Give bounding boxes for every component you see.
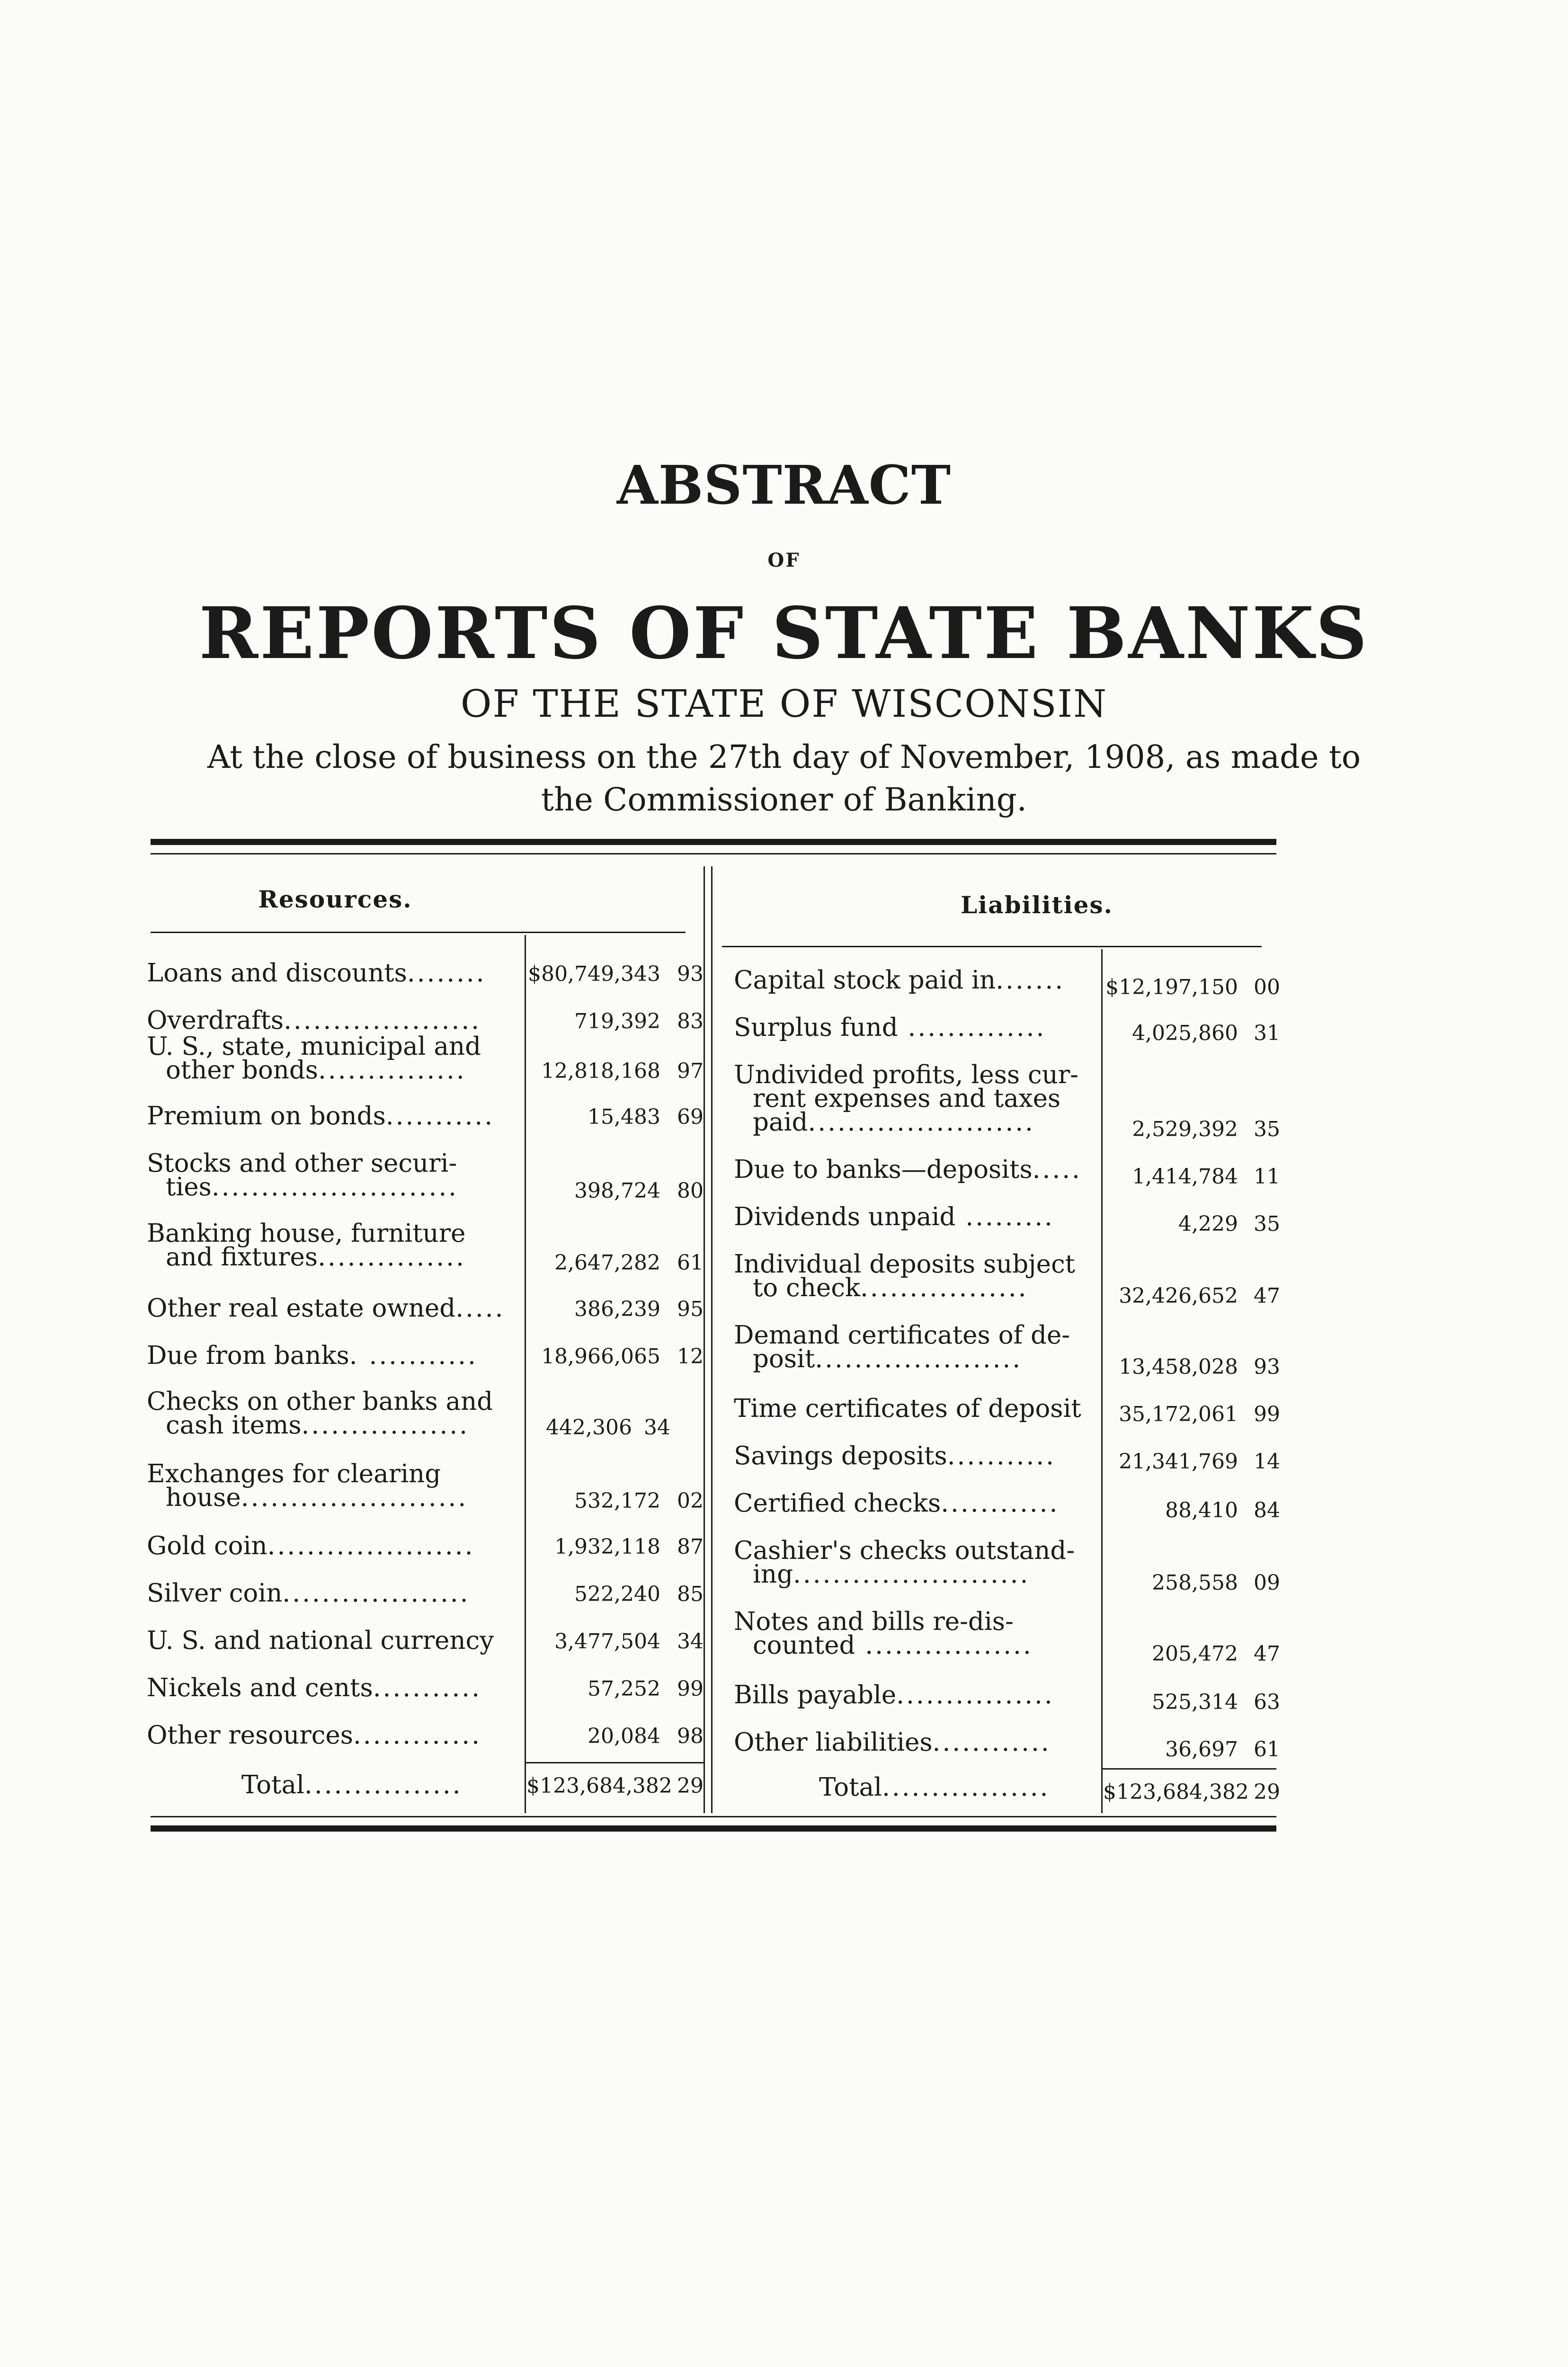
resource-amount: $80,749,343 [528, 962, 660, 986]
bottom-rule-thin [151, 1816, 1276, 1817]
liability-amount: 205,472 [1152, 1642, 1238, 1666]
report-date-line-2: the Commissioner of Banking. [541, 781, 1027, 818]
liabilities-total-amount: $123,684,382 [1103, 1780, 1249, 1804]
page-title: REPORTS OF STATE BANKS [199, 592, 1369, 675]
resource-amount: 386,239 [574, 1297, 660, 1321]
liability-label-continued: paid....................... [753, 1108, 1035, 1137]
resources-total-rule [525, 1762, 704, 1763]
bottom-rule-thick [151, 1825, 1276, 1832]
resource-label: Stocks and other securi- [147, 1149, 457, 1178]
resources-total-cents: 29 [677, 1774, 704, 1798]
liability-cents: 47 [1254, 1642, 1280, 1666]
resource-amount: 442,306 [546, 1415, 632, 1440]
resource-amount: 719,392 [574, 1009, 660, 1033]
resources-total-amount: $123,684,382 [526, 1774, 672, 1798]
resource-amount: 3,477,504 [554, 1629, 660, 1654]
liability-cents: 14 [1254, 1450, 1280, 1474]
column-divider-rule [711, 866, 713, 1813]
liability-label: Notes and bills re-dis- [734, 1607, 1014, 1636]
resource-cents: 95 [677, 1297, 704, 1321]
liabilities-amount-column-rule [1101, 949, 1103, 1813]
liability-label: Cashier's checks outstand- [734, 1536, 1075, 1565]
liability-cents: 63 [1254, 1690, 1280, 1714]
resource-cents: 83 [677, 1009, 704, 1033]
resource-cents: 12 [677, 1344, 704, 1369]
liability-label: Certified checks............ [734, 1489, 1060, 1518]
liability-cents: 93 [1254, 1355, 1280, 1379]
liability-cents: 11 [1254, 1165, 1280, 1189]
report-date-line-1: At the close of business on the 27th day of November, 1908, as made to [207, 739, 1361, 775]
liability-label: Capital stock paid in....... [734, 966, 1065, 995]
resource-cents: 02 [677, 1489, 704, 1513]
resource-amount: 532,172 [574, 1489, 660, 1513]
liability-cents: 35 [1254, 1212, 1280, 1236]
liability-amount: 36,697 [1165, 1737, 1238, 1762]
resource-cents: 61 [677, 1251, 704, 1275]
liability-amount: 525,314 [1152, 1690, 1238, 1714]
liability-cents: 61 [1254, 1737, 1280, 1762]
resource-cents: 34 [677, 1629, 704, 1654]
resource-cents: 69 [677, 1105, 704, 1129]
resource-amount: 20,084 [588, 1724, 660, 1748]
resource-cents: 99 [677, 1677, 704, 1701]
resource-label: Other real estate owned..... [147, 1294, 505, 1323]
resource-label: Loans and discounts........ [147, 959, 486, 988]
resource-cents: 34 [644, 1415, 670, 1440]
liability-cents: 31 [1254, 1021, 1280, 1045]
resources-title: Resources. [258, 885, 412, 913]
resource-label: Premium on bonds........... [147, 1102, 495, 1130]
resource-cents: 80 [677, 1179, 704, 1203]
liability-amount: 21,341,769 [1119, 1450, 1238, 1474]
resource-label-continued: and fixtures............... [166, 1243, 466, 1272]
liability-amount: 13,458,028 [1119, 1355, 1238, 1379]
resources-amount-column-rule-left [525, 935, 526, 1813]
resource-cents: 97 [677, 1059, 704, 1083]
liability-label-continued: to check................. [753, 1273, 1028, 1302]
resource-amount: 2,647,282 [554, 1251, 660, 1275]
resource-cents: 87 [677, 1535, 704, 1559]
resource-label: Other resources............. [147, 1721, 481, 1750]
liability-label: Undivided profits, less cur- [734, 1060, 1078, 1089]
liability-amount: 258,558 [1152, 1571, 1238, 1595]
liability-amount: 35,172,061 [1119, 1402, 1238, 1426]
resource-cents: 98 [677, 1724, 704, 1748]
liability-amount: 4,025,860 [1132, 1021, 1238, 1045]
page-title-of: OF [767, 549, 801, 571]
liabilities-total-cents: 29 [1254, 1780, 1280, 1804]
resource-amount: 57,252 [588, 1677, 660, 1701]
liability-cents: 09 [1254, 1571, 1280, 1595]
resources-total-label: Total................ [241, 1771, 463, 1799]
resource-label: Due from banks. ........... [147, 1341, 478, 1370]
liability-label-continued: counted ................. [753, 1631, 1033, 1660]
liability-cents: 99 [1254, 1402, 1280, 1426]
resource-label: Exchanges for clearing [147, 1459, 441, 1488]
top-rule-thick [151, 839, 1276, 845]
resource-label: Gold coin..................... [147, 1531, 475, 1560]
resource-label: Banking house, furniture [147, 1219, 466, 1248]
resource-label-continued: ties......................... [166, 1173, 459, 1201]
liability-amount: 88,410 [1165, 1498, 1238, 1522]
resource-cents: 85 [677, 1582, 704, 1606]
liability-amount: 2,529,392 [1132, 1117, 1238, 1141]
liability-cents: 35 [1254, 1117, 1280, 1141]
resource-amount: 1,932,118 [554, 1535, 660, 1559]
liabilities-total-rule [1101, 1768, 1276, 1770]
liability-label: Dividends unpaid ......... [734, 1202, 1054, 1231]
page-subtitle: OF THE STATE OF WISCONSIN [460, 682, 1108, 726]
liability-amount: 1,414,784 [1132, 1165, 1238, 1189]
resource-label: Overdrafts.................... [147, 1006, 481, 1035]
resources-amount-column-rule-right [704, 866, 705, 1813]
resource-label-continued: cash items................. [166, 1411, 469, 1440]
liability-label: Individual deposits subject [734, 1250, 1075, 1279]
liability-label: Due to banks—deposits..... [734, 1155, 1082, 1184]
resource-label: U. S. and national currency [147, 1626, 494, 1655]
liability-label: Savings deposits........... [734, 1442, 1056, 1470]
liability-cents: 47 [1254, 1284, 1280, 1308]
liability-label: Bills payable................ [734, 1681, 1054, 1709]
resource-amount: 15,483 [588, 1105, 660, 1129]
liability-label: Other liabilities............ [734, 1728, 1051, 1757]
liability-label: Time certificates of deposit [734, 1394, 1081, 1423]
resource-cents: 93 [677, 962, 704, 986]
liabilities-title: Liabilities. [961, 891, 1113, 919]
resource-amount: 12,818,168 [541, 1059, 660, 1083]
top-rule-thin [151, 853, 1276, 854]
liabilities-total-label: Total................. [819, 1773, 1050, 1802]
liability-label-continued: rent expenses and taxes [753, 1084, 1061, 1113]
liability-amount: 32,426,652 [1119, 1284, 1238, 1308]
liability-amount: 4,229 [1178, 1212, 1238, 1236]
liability-label-continued: ing........................ [753, 1560, 1030, 1589]
resource-amount: 522,240 [574, 1582, 660, 1606]
resource-label: Nickels and cents........... [147, 1673, 482, 1702]
liability-label: Demand certificates of de- [734, 1321, 1070, 1350]
liability-label-continued: posit..................... [753, 1344, 1023, 1373]
page-title-abstract: ABSTRACT [616, 454, 952, 516]
resource-label: Checks on other banks and [147, 1387, 493, 1416]
liability-cents: 84 [1254, 1498, 1280, 1522]
liabilities-title-rule [722, 946, 1262, 947]
resource-label: U. S., state, municipal and [147, 1032, 481, 1061]
resource-amount: 18,966,065 [541, 1344, 660, 1369]
resources-title-rule [151, 932, 686, 933]
resource-label-continued: other bonds............... [166, 1056, 466, 1085]
resource-label-continued: house....................... [166, 1483, 468, 1512]
liability-label: Surplus fund .............. [734, 1013, 1046, 1042]
liability-amount: $12,197,150 [1105, 975, 1238, 999]
resource-amount: 398,724 [574, 1179, 660, 1203]
liability-cents: 00 [1254, 975, 1280, 999]
resource-label: Silver coin................... [147, 1579, 470, 1608]
